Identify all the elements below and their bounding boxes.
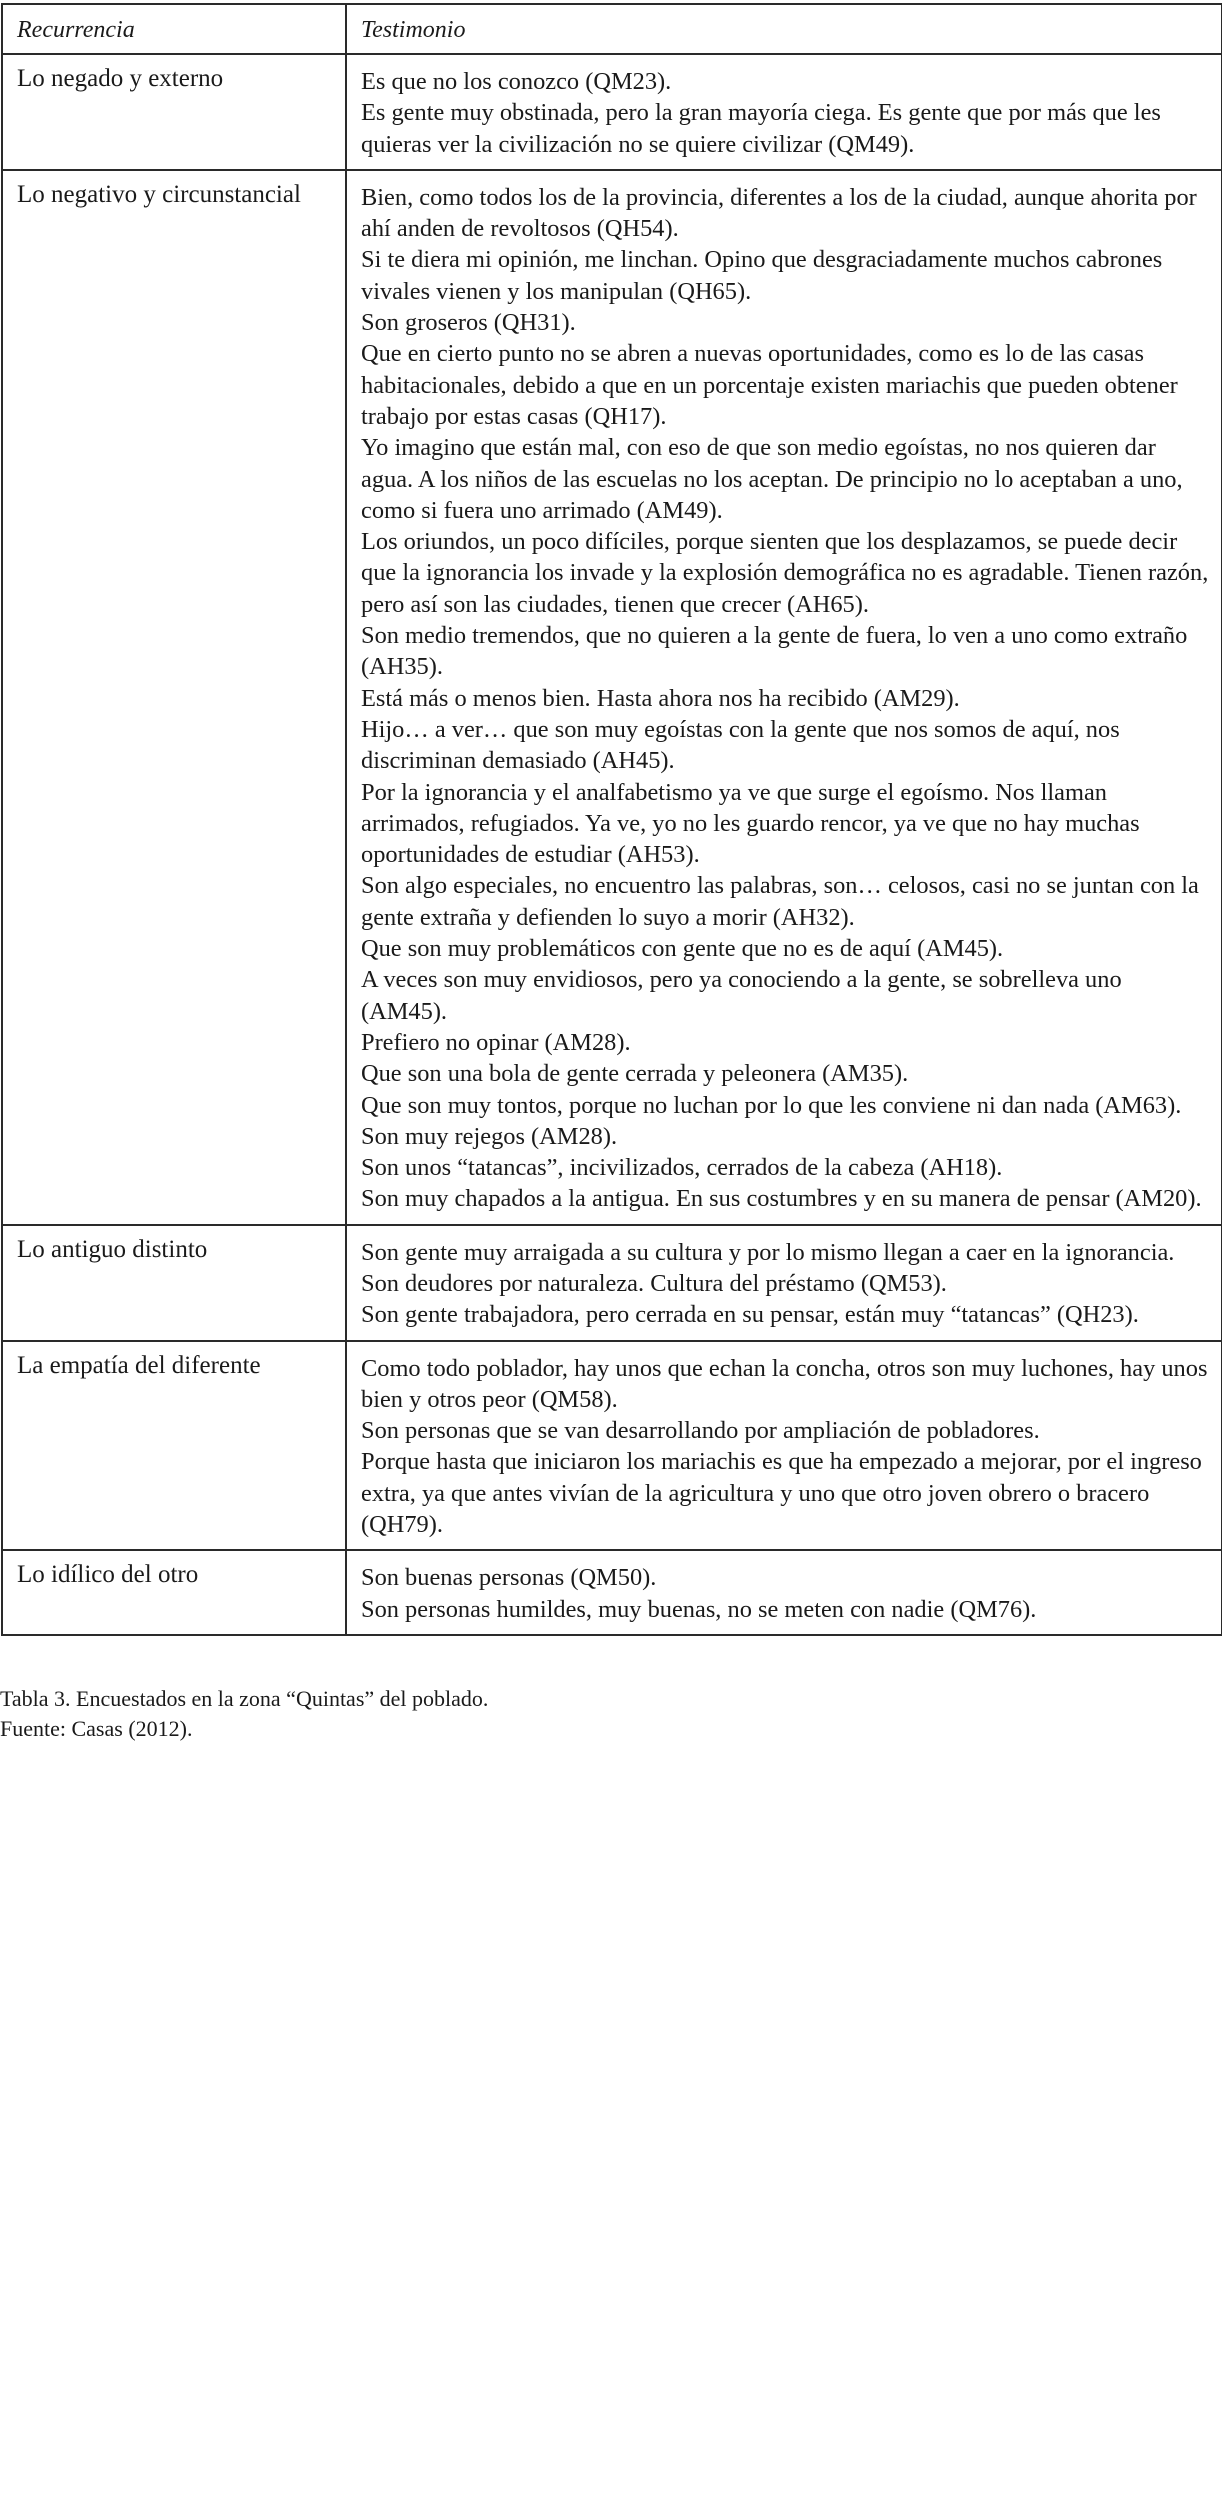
recurrencia-cell: Lo negativo y circunstancial bbox=[2, 170, 346, 1225]
testimony-line: Son gente muy arraigada a su cultura y por lo mismo llegan a caer en la ignorancia. Son deudores por naturaleza. Cultura del préstamo (QM53). bbox=[361, 1238, 1175, 1297]
testimony-line: Son gente trabajadora, pero cerrada en su pensar, están muy “tatancas” (QH23). bbox=[361, 1301, 1139, 1329]
testimonio-cell bbox=[346, 1341, 1222, 1551]
testimony-line: Son groseros (QH31). bbox=[361, 309, 576, 337]
testimony-line: A veces son muy envidiosos, pero ya conociendo a la gente, se sobrelleva uno (AM45). bbox=[361, 966, 1122, 1025]
table-row bbox=[2, 1550, 1222, 1635]
testimony-line: Es que no los conozco (QM23). bbox=[361, 68, 672, 95]
table-header-row bbox=[2, 4, 1222, 54]
testimony-line: Son muy chapados a la antigua. En sus costumbres y en su manera de pensar (AM20). bbox=[361, 1185, 1202, 1213]
testimony-line: Son muy rejegos (AM28). bbox=[361, 1122, 618, 1150]
testimony-line: Es gente muy obstinada, pero la gran mayoría ciega. Es gente que por más que les quieras ver la civilización no se quiere civilizar (QM49). bbox=[361, 99, 1161, 158]
testimonio-cell bbox=[346, 1225, 1222, 1341]
testimony-line: Porque hasta que iniciaron los mariachis es que ha empezado a mejorar, por el ingreso extra, ya que antes vivían de la agricultura y uno que otro joven obrero o bracero (QH79). bbox=[361, 1448, 1202, 1539]
testimony-line: Como todo poblador, hay unos que echan la concha, otros son muy luchones, hay unos bien y otros peor (QM58). bbox=[361, 1354, 1208, 1413]
testimony-table bbox=[1, 3, 1222, 1636]
testimony-line: Los oriundos, un poco difíciles, porque sienten que los desplazamos, se puede decir que la ignorancia los invade y la explosión demográfica no es agradable. Tienen razón, pero así son las ciudades, tienen que crecer (AH65). bbox=[361, 528, 1209, 618]
testimony-line: Que son muy problemáticos con gente que no es de aquí (AM45). bbox=[361, 935, 1004, 963]
testimony-line: Que son una bola de gente cerrada y peleonera (AM35). bbox=[361, 1060, 909, 1088]
testimony-line: Hijo… a ver… que son muy egoístas con la gente que nos somos de aquí, nos discriminan demasiado (AH45). bbox=[361, 715, 1120, 775]
caption-title: Tabla 3. Encuestados en la zona “Quintas” del poblado. bbox=[0, 1685, 489, 1711]
testimony-line: Son unos “tatancas”, incivilizados, cerrados de la cabeza (AH18). bbox=[361, 1154, 1003, 1182]
recurrencia-cell: La empatía del diferente bbox=[2, 1341, 346, 1551]
testimonio-cell bbox=[346, 170, 1222, 1225]
testimony-line: Son personas que se van desarrollando por ampliación de pobladores. bbox=[361, 1417, 1040, 1445]
testimony-line: Que en cierto punto no se abren a nuevas oportunidades, como es lo de las casas habitacionales, debido a que en un porcentaje existen mariachis que pueden obtener trabajo por estas casas (QH17). bbox=[361, 340, 1178, 430]
testimony-line: Son algo especiales, no encuentro las palabras, son… celosos, casi no se juntan con la gente extraña y defienden lo suyo a morir (AH32). bbox=[361, 872, 1199, 931]
recurrencia-cell: Lo negado y externo bbox=[2, 54, 346, 170]
testimony-line: Por la ignorancia y el analfabetismo ya ve que surge el egoísmo. Nos llaman arrimados, refugiados. Ya ve, yo no les guardo rencor, ya ve que no hay muchas oportunidades de estudiar (AH53). bbox=[361, 778, 1140, 869]
table-row bbox=[2, 1225, 1222, 1341]
testimony-line: Yo imagino que están mal, con eso de que son medio egoístas, no nos quieren dar agua. A los niños de las escuelas no los aceptan. De principio no lo aceptaban a uno, como si fuera uno arrimado (AM49). bbox=[361, 434, 1183, 524]
testimony-line: Está más o menos bien. Hasta ahora nos ha recibido (AM29). bbox=[361, 684, 960, 712]
testimonio-cell bbox=[346, 54, 1222, 170]
testimony-line: Son buenas personas (QM50). bbox=[361, 1564, 657, 1592]
testimony-line: Que son muy tontos, porque no luchan por lo que les conviene ni dan nada (AM63). bbox=[361, 1091, 1182, 1119]
header-recurrencia: Recurrencia bbox=[2, 4, 346, 54]
table-row bbox=[2, 170, 1222, 1225]
caption-source: Fuente: Casas (2012). bbox=[0, 1715, 193, 1741]
table-caption bbox=[0, 1684, 1222, 1744]
testimony-line: Son medio tremendos, que no quieren a la gente de fuera, lo ven a uno como extraño (AH35). bbox=[361, 622, 1188, 681]
testimony-line: Son personas humildes, muy buenas, no se meten con nadie (QM76). bbox=[361, 1595, 1037, 1623]
table-row bbox=[2, 1341, 1222, 1551]
testimony-line: Bien, como todos los de la provincia, diferentes a los de la ciudad, aunque ahorita por ahí anden de revoltosos (QH54). bbox=[361, 183, 1197, 243]
testimonio-cell bbox=[346, 1550, 1222, 1635]
recurrencia-cell: Lo idílico del otro bbox=[2, 1550, 346, 1635]
testimony-line: Prefiero no opinar (AM28). bbox=[361, 1028, 631, 1056]
header-testimonio: Testimonio bbox=[346, 4, 1222, 54]
table-row bbox=[2, 54, 1222, 170]
testimony-line: Si te diera mi opinión, me linchan. Opino que desgraciadamente muchos cabrones vivales vienen y los manipulan (QH65). bbox=[361, 246, 1163, 305]
recurrencia-cell: Lo antiguo distinto bbox=[2, 1225, 346, 1341]
